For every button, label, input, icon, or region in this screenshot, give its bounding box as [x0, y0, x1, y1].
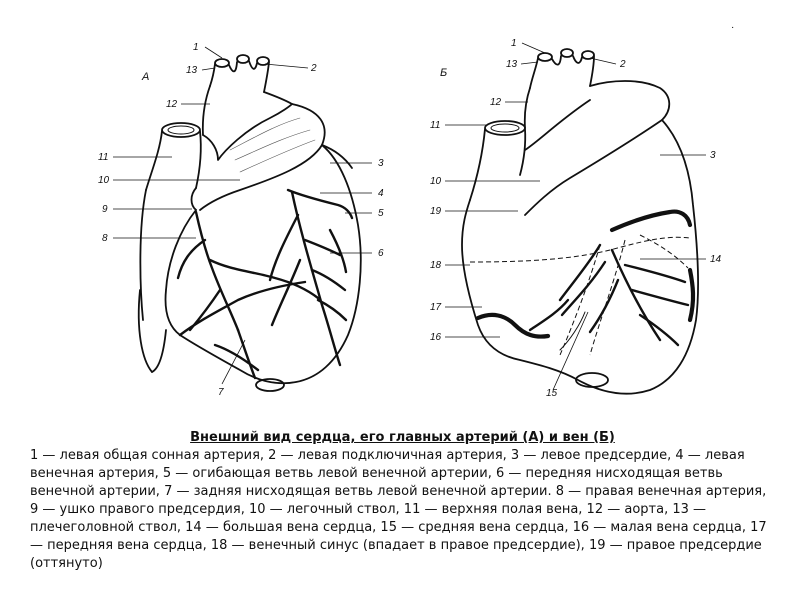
- label-b-15: 15: [546, 388, 558, 399]
- label-a-11: 11: [98, 152, 109, 163]
- label-b-19: 19: [430, 206, 442, 217]
- panel-a-arteries: [98, 42, 384, 398]
- label-b-13: 13: [506, 59, 518, 70]
- superior-vena-cava-b: [470, 121, 525, 200]
- heart-outline-b: [462, 120, 698, 394]
- label-b-3: 3: [710, 150, 716, 161]
- aorta-a: [203, 86, 210, 135]
- label-a-13: 13: [186, 65, 198, 76]
- panel-b-veins: [430, 22, 734, 399]
- panel-a-label: А: [142, 71, 150, 83]
- label-b-11: 11: [430, 120, 441, 131]
- label-b-14: 14: [710, 254, 722, 265]
- label-a-7: 7: [218, 387, 224, 398]
- label-a-10: 10: [98, 175, 110, 186]
- label-a-4: 4: [378, 188, 384, 199]
- caption-legend: 1 — левая общая сонная артерия, 2 — левая подключичная артерия, 3 — левое предсердие, 4 — левая венечная артерия, 5 — огибающая ветвь левой венечной артерии, 6 — передняя нисходящая ветвь венечной артерии, 7 — задняя нисходящая ветвь левой венечной артерии. 8 — правая венечная артерия, 9 — ушко правого предсердия, 10 — легочный ствол, 11 — верхняя полая вена, 12 — аорта, 13 — плечеголовной ствол, 14 — большая вена сердца, 15 — средняя вена сердца, 16 — малая вена сердца, 17 — передняя вена сердца, 18 — венечный синус (впадает в правое предсердие), 19 — правое предсердие (оттянуто): [30, 448, 767, 571]
- label-a-3: 3: [378, 158, 384, 169]
- label-b-16: 16: [430, 332, 442, 343]
- vena-cava-wall-a: [140, 190, 146, 320]
- label-a-1: 1: [193, 42, 199, 53]
- aortic-branches-a: [210, 55, 269, 92]
- label-b-1: 1: [511, 38, 517, 49]
- label-b-2: 2: [620, 59, 626, 70]
- panel-b-label: Б: [440, 67, 448, 79]
- label-b-18: 18: [430, 260, 442, 271]
- label-a-2: 2: [311, 63, 317, 74]
- figure-caption: [30, 430, 775, 573]
- leader-lines-a: [113, 47, 372, 384]
- cardiac-veins-b: [470, 212, 693, 355]
- heart-outline-a: [166, 145, 361, 383]
- label-a-12: 12: [166, 99, 178, 110]
- label-a-5: 5: [378, 208, 384, 219]
- corner-mark: ·: [731, 22, 735, 33]
- label-b-17: 17: [430, 302, 442, 313]
- label-b-12: 12: [490, 97, 502, 108]
- label-a-9: 9: [102, 204, 108, 215]
- label-a-6: 6: [378, 248, 384, 259]
- label-a-8: 8: [102, 233, 108, 244]
- aortic-branches-b: [530, 49, 594, 88]
- caption-title: Внешний вид сердца, его главных артерий (А) и вен (Б): [190, 430, 615, 445]
- pulmonary-trunk-a: [200, 104, 325, 210]
- aorta-b: [525, 88, 530, 128]
- label-b-10: 10: [430, 176, 442, 187]
